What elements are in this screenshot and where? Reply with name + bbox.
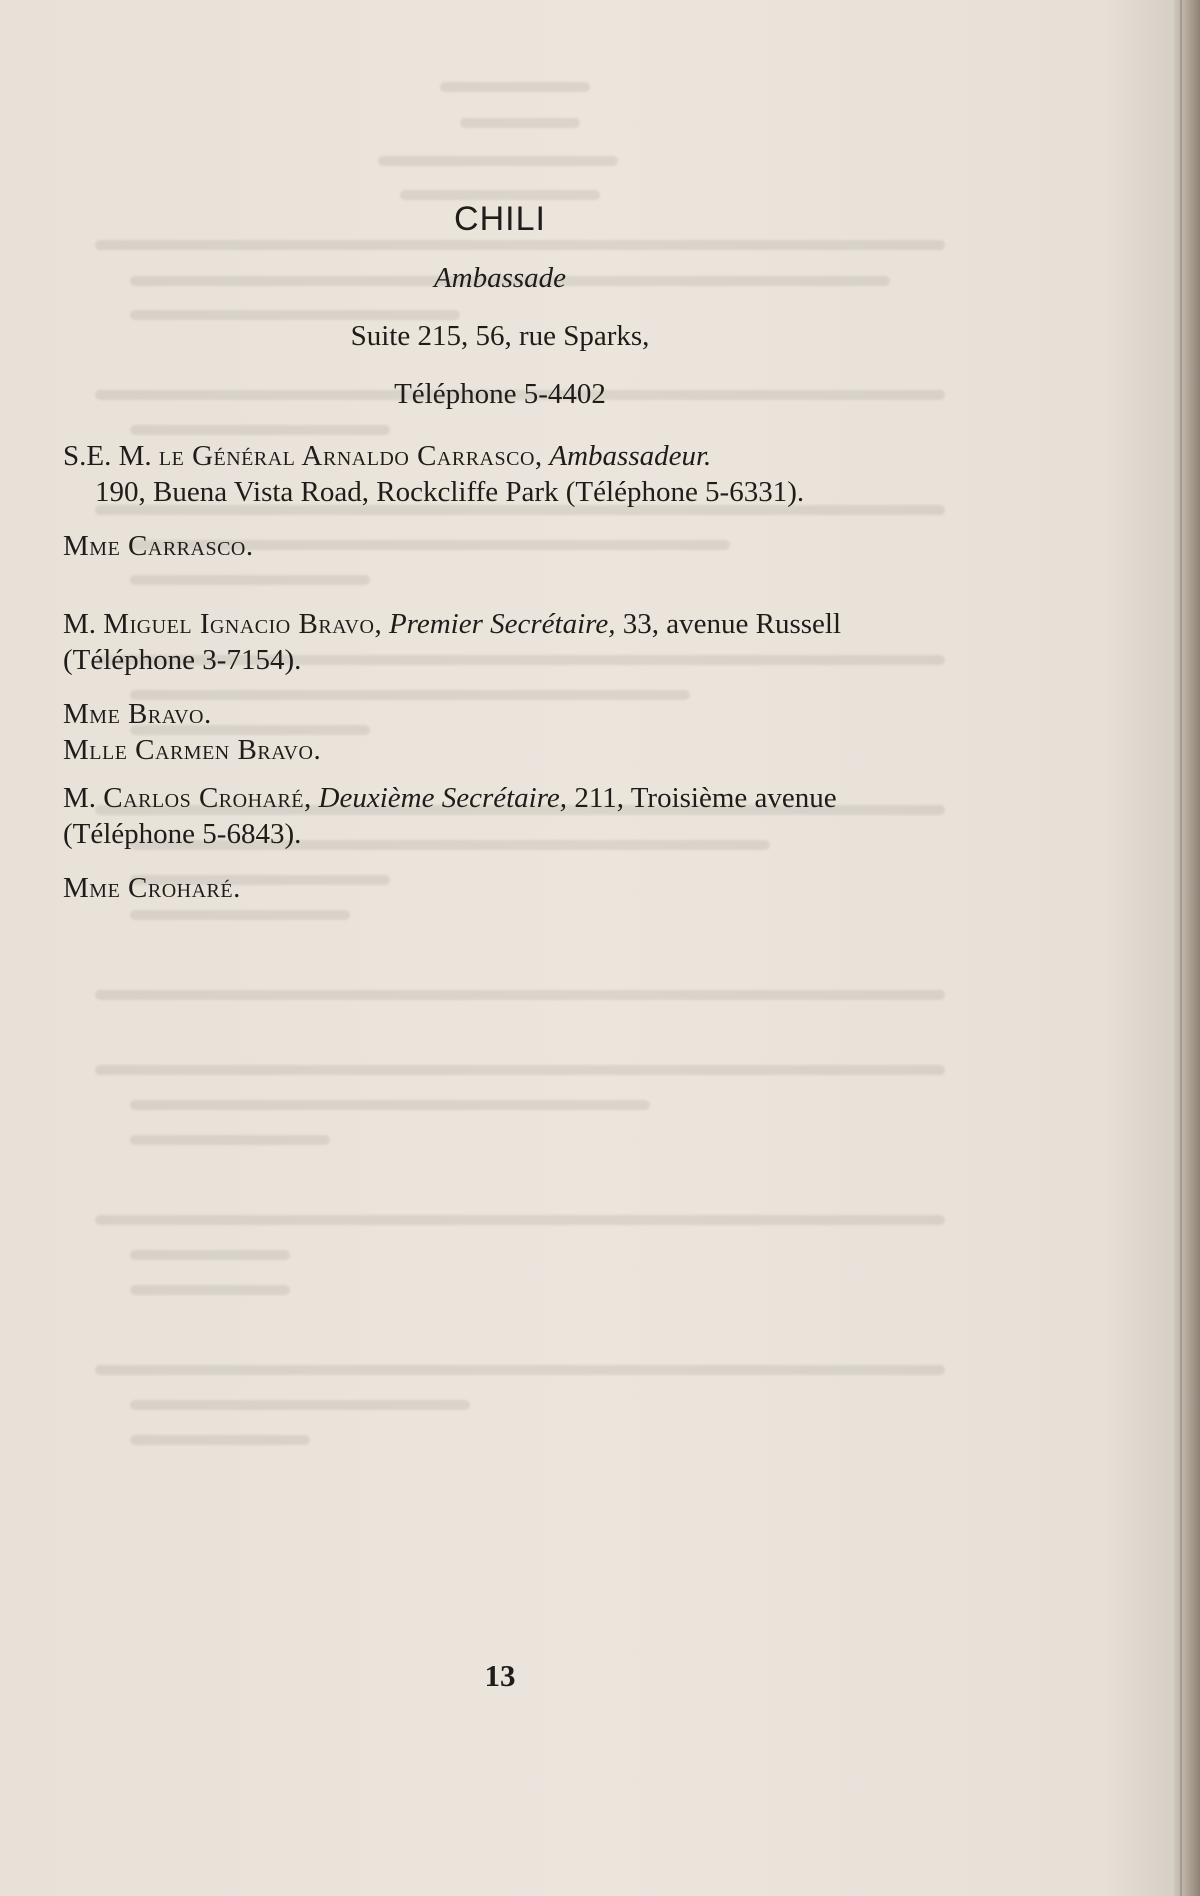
entry-address: 33, avenue Russell (Téléphone 3-7154). [63,608,842,676]
entry-prefix: M. [63,782,104,814]
page-title: CHILI [454,200,546,238]
entry-title: Deuxième Secrétaire, [318,782,568,814]
entry-name: Miguel Ignacio Bravo [103,608,375,640]
entry-main-line: M. Miguel Ignacio Bravo, Premier Secrétaire, 33, avenue Russell (Téléphone 3-7154). [63,608,842,676]
phone-line: Téléphone 5-4402 [394,378,606,410]
entry-main-line: S.E. M. le Général Arnaldo Carrasco, Ambassadeur. [63,440,712,472]
entry-prefix: M. [63,608,104,640]
address-line: Suite 215, 56, rue Sparks, [350,320,650,352]
diplomat-entry-3 [63,780,955,906]
entry-name: Carlos Croharé [103,782,305,814]
entry-address: 211, Troisième avenue (Téléphone 5-6843). [63,782,837,850]
entry-prefix: S.E. M. [63,440,159,472]
entry-spouse: Mme Carrasco. [63,530,254,562]
page-edge-shadow [1174,0,1200,1896]
page-number: 13 [484,1658,516,1693]
entry-child: Mlle Carmen Bravo. [63,734,322,766]
entry-main-line: M. Carlos Croharé, Deuxième Secrétaire, 211, Troisième avenue (Téléphone 5-6843). [63,782,837,850]
entry-name: le Général Arnaldo Carrasco [158,440,535,472]
page-subtitle: Ambassade [433,262,567,294]
diplomat-entry-2 [63,606,955,768]
diplomat-entry-1 [63,438,955,564]
entry-title: Ambassadeur. [549,440,712,472]
entry-spouse: Mme Bravo. [63,698,212,730]
entry-spouse: Mme Croharé. [63,872,241,904]
entry-address: 190, Buena Vista Road, Rockcliffe Park (Téléphone 5-6331). [95,476,805,508]
entry-title: Premier Secrétaire, [388,608,616,640]
